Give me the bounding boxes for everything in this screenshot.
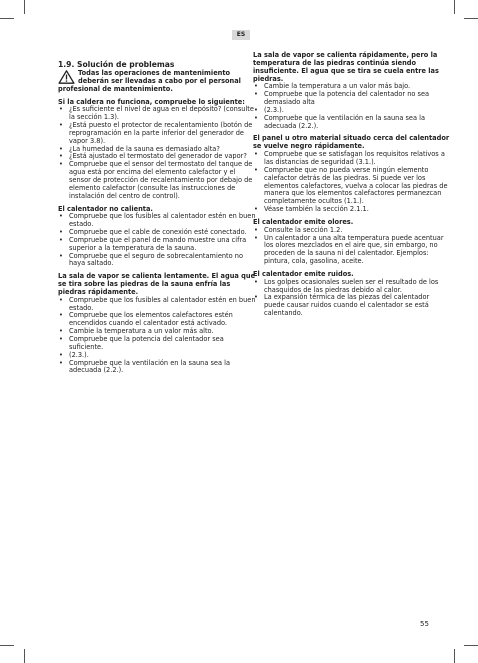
check-list	[253, 279, 451, 318]
right-column	[253, 52, 451, 318]
crop-mark	[24, 0, 25, 14]
warning-text: Todas las operaciones de mantenimiento deberán ser llevadas a cabo por el personal	[78, 69, 241, 85]
troubleshoot-block	[253, 271, 451, 318]
list-item: • Compruebe que los fusibles al calentador estén en buen estado.	[58, 297, 256, 313]
check-list	[253, 227, 451, 266]
crop-mark	[464, 18, 478, 19]
crop-mark	[454, 649, 455, 663]
block-heading: El panel u otro material situado cerca del calentador se vuelve negro rápidamente.	[253, 134, 450, 151]
crop-mark	[0, 18, 14, 19]
list-item: • Compruebe que la potencia del calentador no sea demasiado alta	[253, 91, 451, 107]
check-list	[58, 213, 256, 268]
list-item: • Compruebe que el sensor del termostato del tanque de agua está por encima del elemento calefactor y el sensor de protección de recalentamiento por debajo de elemento calefactor (consulte las instrucciones de instalación del centro de control).	[58, 161, 256, 200]
warning-triangle-icon	[58, 70, 75, 84]
check-list	[58, 106, 256, 200]
block-heading: La sala de vapor se calienta lentamente. El agua que se tira sobre las piedras de la sauna enfría las piedras rápidamente.	[58, 272, 256, 296]
list-item: • (2.3.).	[253, 107, 451, 115]
check-list	[58, 297, 256, 375]
page-number: 55	[420, 620, 429, 628]
troubleshoot-block	[253, 219, 451, 266]
list-item: • Compruebe que los elementos calefactores estén encendidos cuando el calentador está activado.	[58, 312, 256, 328]
crop-mark	[454, 0, 455, 14]
list-item: • Compruebe que los fusibles al calentador estén en buen estado.	[58, 213, 256, 229]
list-item: • Compruebe que se satisfagan los requisitos relativos a las distancias de seguridad (3.1.).	[253, 151, 451, 167]
crop-mark	[0, 645, 14, 646]
section-title: 1.9. Solución de problemas	[58, 60, 175, 69]
language-badge: ES	[232, 30, 250, 40]
list-item: • Cambie la temperatura a un valor más bajo.	[253, 83, 451, 91]
troubleshoot-block	[58, 99, 256, 201]
troubleshoot-block	[58, 206, 256, 269]
list-item: • ¿Es suficiente el nivel de agua en el depósito? (consulte la sección 1.3).	[58, 106, 256, 122]
warning-text-end: profesional de mantenimiento.	[58, 84, 173, 93]
list-item: • Un calentador a una alta temperatura puede acentuar los olores mezclados en el aire que, sin embargo, no proceden de la sauna ni del calentador. Ejemplos: pintura, cola, gasolina, aceite.	[253, 235, 451, 266]
list-item: • Compruebe que el cable de conexión esté conectado.	[58, 229, 256, 237]
troubleshoot-block	[253, 52, 451, 130]
troubleshoot-block	[253, 135, 451, 213]
list-item: • Compruebe que el seguro de sobrecalentamiento no haya saltado.	[58, 253, 256, 269]
block-heading: El calentador emite ruidos.	[253, 269, 354, 278]
list-item: • Cambie la temperatura a un valor más alto.	[58, 328, 256, 336]
block-heading: Si la caldera no funciona, compruebe lo siguiente:	[58, 97, 245, 106]
list-item: • Compruebe que la ventilación en la sauna sea la adecuada (2.2.).	[58, 360, 256, 376]
list-item: • ¿La humedad de la sauna es demasiado alta?	[58, 146, 256, 154]
list-item: • Compruebe que la ventilación en la sauna sea la adecuada (2.2.).	[253, 115, 451, 131]
troubleshoot-block	[58, 273, 256, 375]
list-item: • Compruebe que el panel de mando muestre una cifra superior a la temperatura de la sauna.	[58, 237, 256, 253]
check-list	[253, 151, 451, 214]
block-heading: El calentador emite olores.	[253, 217, 354, 226]
block-heading: El calentador no calienta.	[58, 204, 153, 213]
list-item: • Compruebe que la potencia del calentador sea suficiente.	[58, 336, 256, 352]
warning-notice	[58, 70, 256, 86]
list-item: • Los golpes ocasionales suelen ser el resultado de los chasquidos de las piedras debido al calor.	[253, 279, 451, 295]
list-item: • ¿Está puesto el protector de recalentamiento (botón de reprogramación en la parte inferior del generador de vapor 3.8).	[58, 122, 256, 146]
check-list	[253, 83, 451, 130]
list-item: • Véase también la sección 2.1.1.	[253, 206, 451, 214]
list-item: • La expansión térmica de las piezas del calentador puede causar ruidos cuando el calentador se está calentando.	[253, 294, 451, 318]
block-heading: La sala de vapor se calienta rápidamente, pero la temperatura de las piedras continúa siendo insuficiente. El agua que se tira se cuela entre las piedras.	[253, 51, 439, 83]
list-item: • Compruebe que no pueda verse ningún elemento calefactor detrás de las piedras. Si puede ver los elementos calefactores, vuelva a colocar las piedras de manera que los elementos calefactores permanezcan completamente ocultos (1.1.).	[253, 167, 451, 206]
list-item: • ¿Está ajustado el termostato del generador de vapor?	[58, 153, 256, 161]
crop-mark	[464, 645, 478, 646]
list-item: • Consulte la sección 1.2.	[253, 227, 451, 235]
list-item: • (2.3.).	[58, 352, 256, 360]
left-column	[58, 52, 256, 375]
crop-mark	[24, 649, 25, 663]
